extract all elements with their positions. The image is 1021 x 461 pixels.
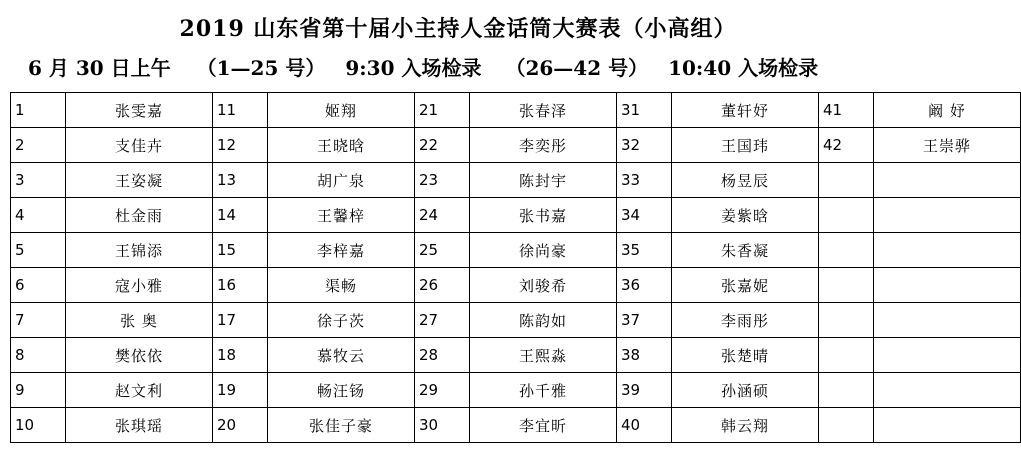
- empty-cell: [874, 303, 1021, 338]
- table-row: [11, 338, 1021, 373]
- contestant-number: 42: [819, 128, 874, 163]
- empty-cell: [819, 268, 874, 303]
- contestant-name: 王晓晗: [268, 128, 415, 163]
- contestant-name: 张楚晴: [672, 338, 819, 373]
- contestant-number: 20: [213, 408, 268, 443]
- contestant-number: 25: [415, 233, 470, 268]
- contestant-name: 李雨彤: [672, 303, 819, 338]
- contestant-name: 王熙淼: [470, 338, 617, 373]
- contestant-number: 26: [415, 268, 470, 303]
- contestant-number: 14: [213, 198, 268, 233]
- contestant-name: 张嘉妮: [672, 268, 819, 303]
- contestant-number: 17: [213, 303, 268, 338]
- table-row: [11, 303, 1021, 338]
- contestant-number: 30: [415, 408, 470, 443]
- contestant-name: 寇小雅: [66, 268, 213, 303]
- contestant-name: 徐子茨: [268, 303, 415, 338]
- table-row: [11, 373, 1021, 408]
- contestant-name: 张春泽: [470, 93, 617, 128]
- contestant-name: 王馨梓: [268, 198, 415, 233]
- table-row: [11, 128, 1021, 163]
- contestant-name: 王国玮: [672, 128, 819, 163]
- contestant-name: 樊依依: [66, 338, 213, 373]
- contestant-name: 王姿凝: [66, 163, 213, 198]
- empty-cell: [819, 198, 874, 233]
- contestant-number: 16: [213, 268, 268, 303]
- empty-cell: [819, 408, 874, 443]
- empty-cell: [819, 233, 874, 268]
- schedule-range-1: （1—25 号）: [196, 56, 326, 80]
- contestant-name: 支佳卉: [66, 128, 213, 163]
- empty-cell: [819, 303, 874, 338]
- contestant-number: 28: [415, 338, 470, 373]
- contestant-name: 朱香凝: [672, 233, 819, 268]
- contestant-number: 34: [617, 198, 672, 233]
- contestant-name: 张雯嘉: [66, 93, 213, 128]
- contestant-number: 12: [213, 128, 268, 163]
- contestant-name: 韩云翔: [672, 408, 819, 443]
- contestant-number: 40: [617, 408, 672, 443]
- contestant-number: 13: [213, 163, 268, 198]
- contestant-name: 刘骏希: [470, 268, 617, 303]
- contestant-number: 1: [11, 93, 66, 128]
- contestant-table: [10, 92, 1021, 443]
- contestant-name: 慕牧云: [268, 338, 415, 373]
- empty-cell: [874, 373, 1021, 408]
- contestant-number: 23: [415, 163, 470, 198]
- empty-cell: [819, 373, 874, 408]
- contestant-number: 19: [213, 373, 268, 408]
- contestant-name: 杨昱辰: [672, 163, 819, 198]
- contestant-number: 2: [11, 128, 66, 163]
- contestant-name: 徐尚豪: [470, 233, 617, 268]
- contestant-name: 胡广泉: [268, 163, 415, 198]
- contestant-number: 39: [617, 373, 672, 408]
- contestant-name: 杜金雨: [66, 198, 213, 233]
- empty-cell: [874, 163, 1021, 198]
- contestant-name: 姜紫晗: [672, 198, 819, 233]
- schedule-time-1: 9:30 入场检录: [345, 56, 482, 80]
- contestant-name: 畅汪钖: [268, 373, 415, 408]
- contestant-name: 陈韵如: [470, 303, 617, 338]
- table-row: [11, 233, 1021, 268]
- contestant-number: 31: [617, 93, 672, 128]
- empty-cell: [819, 338, 874, 373]
- contestant-name: 孙涵硕: [672, 373, 819, 408]
- page-title: 2019 山东省第十届小主持人金话筒大赛表（小高组）: [179, 16, 737, 42]
- contestant-number: 5: [11, 233, 66, 268]
- contestant-name: 赵文利: [66, 373, 213, 408]
- table-row: [11, 93, 1021, 128]
- contestant-name: 姬翔: [268, 93, 415, 128]
- contestant-number: 38: [617, 338, 672, 373]
- contestant-name: 陈封宇: [470, 163, 617, 198]
- contestant-number: 29: [415, 373, 470, 408]
- contestant-number: 10: [11, 408, 66, 443]
- contestant-number: 21: [415, 93, 470, 128]
- contestant-name: 王崇骅: [874, 128, 1021, 163]
- contestant-number: 9: [11, 373, 66, 408]
- contestant-name: 渠畅: [268, 268, 415, 303]
- contestant-name: 张 奥: [66, 303, 213, 338]
- empty-cell: [874, 233, 1021, 268]
- empty-cell: [874, 268, 1021, 303]
- contestant-number: 7: [11, 303, 66, 338]
- contestant-number: 35: [617, 233, 672, 268]
- contestant-number: 3: [11, 163, 66, 198]
- empty-cell: [874, 408, 1021, 443]
- table-row: [11, 198, 1021, 233]
- schedule-line: [10, 52, 906, 84]
- contestant-number: 8: [11, 338, 66, 373]
- contestant-number: 32: [617, 128, 672, 163]
- empty-cell: [874, 338, 1021, 373]
- contestant-number: 27: [415, 303, 470, 338]
- empty-cell: [874, 198, 1021, 233]
- schedule-date: 6 月 30 日上午: [28, 56, 171, 80]
- contestant-name: 董轩妤: [672, 93, 819, 128]
- contestant-name: 李梓嘉: [268, 233, 415, 268]
- contestant-name: 张书嘉: [470, 198, 617, 233]
- contestant-name: 阚 妤: [874, 93, 1021, 128]
- table-row: [11, 268, 1021, 303]
- empty-cell: [819, 163, 874, 198]
- contestant-number: 24: [415, 198, 470, 233]
- contestant-name: 张佳子豪: [268, 408, 415, 443]
- contestant-number: 22: [415, 128, 470, 163]
- contestant-number: 36: [617, 268, 672, 303]
- contestant-name: 李宜昕: [470, 408, 617, 443]
- contestant-name: 孙千雅: [470, 373, 617, 408]
- contestant-name: 张琪瑶: [66, 408, 213, 443]
- contestant-name: 李奕彤: [470, 128, 617, 163]
- table-body: [11, 93, 1021, 443]
- schedule-range-2: （26—42 号）: [505, 56, 649, 80]
- schedule-time-2: 10:40 入场检录: [668, 56, 819, 80]
- contestant-number: 37: [617, 303, 672, 338]
- table-row: [11, 408, 1021, 443]
- contestant-number: 4: [11, 198, 66, 233]
- contestant-number: 6: [11, 268, 66, 303]
- contestant-number: 18: [213, 338, 268, 373]
- contestant-name: 王锦添: [66, 233, 213, 268]
- contestant-number: 15: [213, 233, 268, 268]
- contestant-number: 33: [617, 163, 672, 198]
- table-row: [11, 163, 1021, 198]
- contestant-number: 41: [819, 93, 874, 128]
- contestant-number: 11: [213, 93, 268, 128]
